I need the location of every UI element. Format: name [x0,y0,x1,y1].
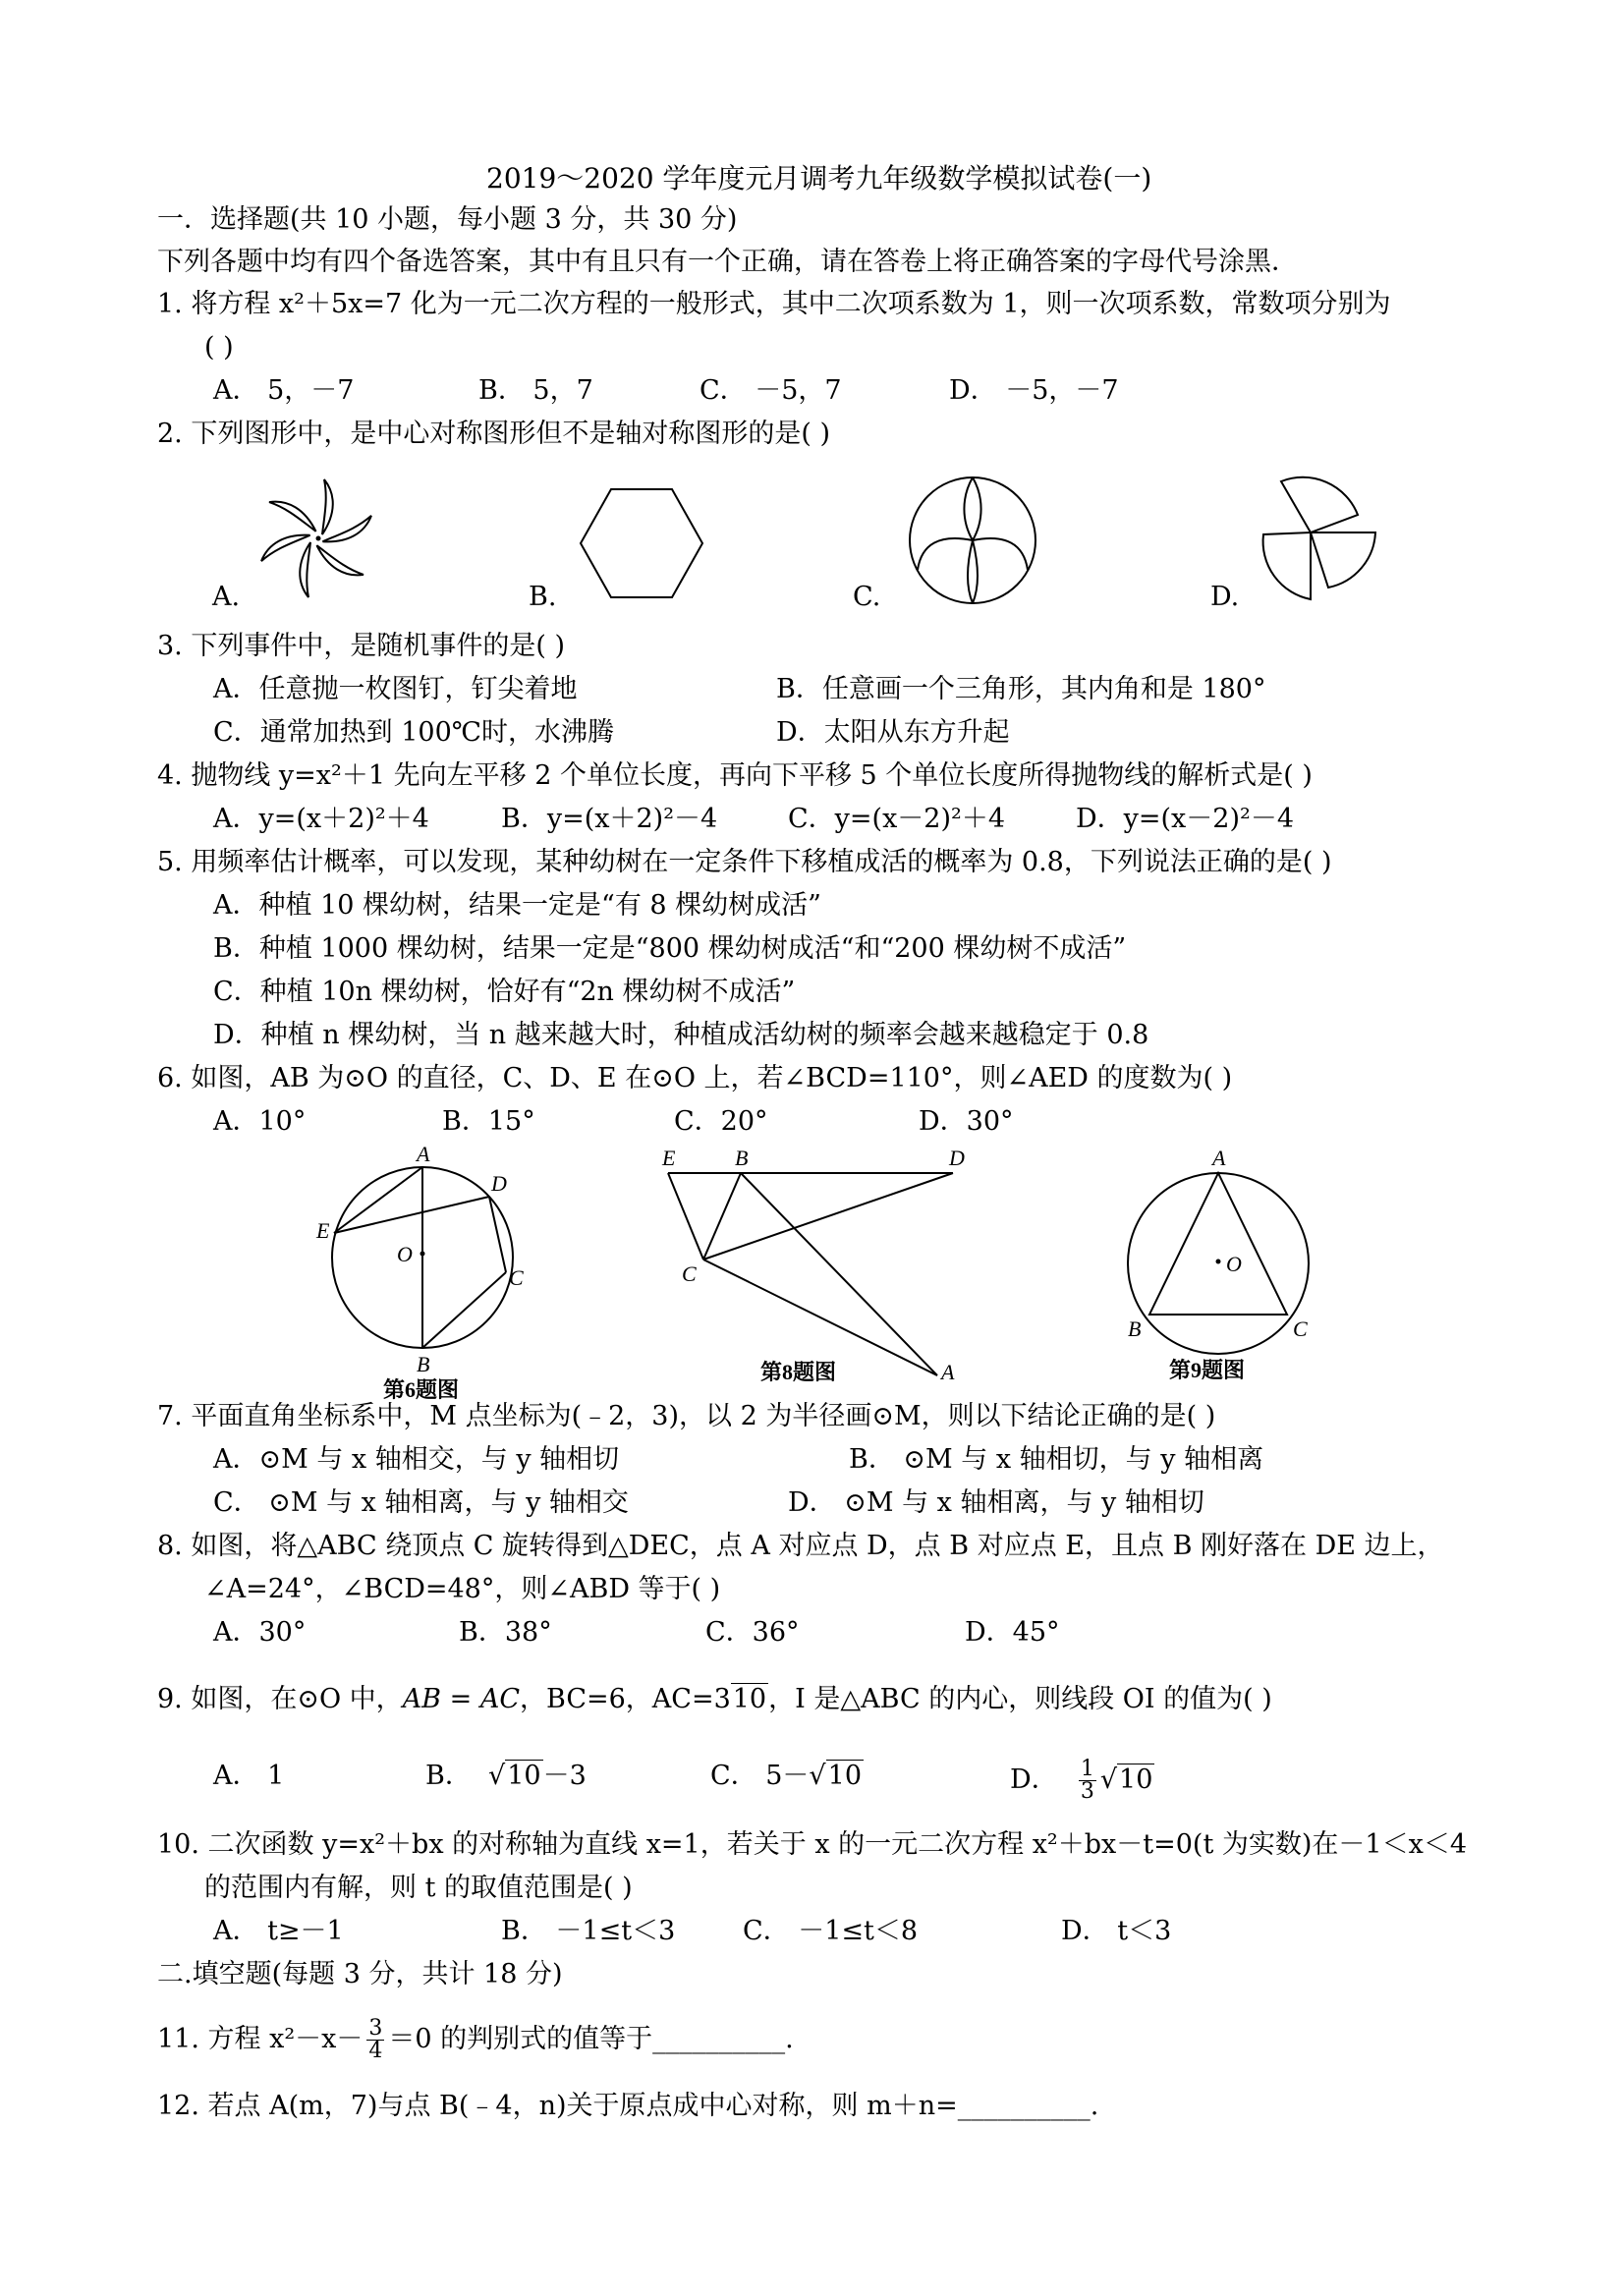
q2-option-d: D. [1210,582,1240,612]
q3-option-c: C．通常加热到 100℃时，水沸腾 [213,717,614,748]
q5-option-d: D．种植 n 棵幼树，当 n 越来越大时，种植成活幼树的频率会越来越稳定于 0.8 [213,1020,1149,1050]
q8-stem: 8. 如图，将△ABC 绕顶点 C 旋转得到△DEC，点 A 对应点 D，点 B 对应点 E，且点 B 刚好落在 DE 边上， [157,1531,1444,1561]
q6-option-b: B．15° [442,1106,535,1137]
fig6-caption: 第6题图 [383,1377,460,1402]
q1-option-c: C． －5，7 [700,375,842,406]
q7-option-c: C． ⊙M 与 x 轴相离，与 y 轴相交 [213,1487,629,1518]
q10-option-b: B． －1≤t＜3 [501,1916,676,1946]
q11-pre: 11. 方程 x²－x－ [157,2024,364,2054]
q9-stem-pre: 9. 如图，在⊙O 中， [157,1684,403,1714]
q12-stem: 12. 若点 A(m，7)与点 B(﹣4，n)关于原点成中心对称，则 m＋n=__________. [157,2091,1099,2121]
q9-option-b: B． √10－3 [425,1761,587,1791]
q7-option-d: D． ⊙M 与 x 轴相离，与 y 轴相切 [788,1487,1204,1518]
q8-option-c: C．36° [705,1617,800,1648]
fig8-label-a: A [941,1360,955,1384]
q4-option-c: C．y=(x－2)²＋4 [788,804,1006,834]
section2-heading: 二.填空题(每题 3 分，共计 18 分) [157,1959,563,1989]
q1-blank: ( ) [204,332,234,363]
q5-option-c: C．种植 10n 棵幼树，恰好有“2n 棵幼树不成活” [213,977,796,1007]
q11-fraction [366,2018,384,2062]
q3-option-b: B．任意画一个三角形，其内角和是 180° [776,674,1266,704]
q8-option-a: A．30° [213,1617,307,1648]
fig8-caption: 第8题图 [760,1360,837,1384]
q10-stem-line2: 的范围内有解，则 t 的取值范围是( ) [204,1873,633,1903]
fig8-label-d: D [949,1146,965,1170]
fig6-label-b: B [417,1352,430,1376]
q5-stem: 5. 用频率估计概率，可以发现，某种幼树在一定条件下移植成活的概率为 0.8，下列说法正确的是( ) [157,847,1332,877]
q11-post: ＝0 的判别式的值等于__________. [388,2024,794,2054]
q5-option-a: A．种植 10 棵幼树，结果一定是“有 8 棵幼树成活” [213,890,821,921]
q9-option-c: C． 5－√10 [710,1761,862,1791]
fig9-label-c: C [1293,1316,1308,1341]
fig8-label-b: B [735,1146,749,1170]
q9-arc-equation: AB = AC [402,1684,520,1714]
q2-figure-d [1259,476,1387,603]
q9-option-b-rest: －3 [542,1761,587,1791]
q11-numerator: 3 [368,2016,383,2041]
q4-stem: 4. 抛物线 y=x²＋1 先向左平移 2 个单位长度，再向下平移 5 个单位长度所得抛物线的解析式是( ) [157,760,1313,791]
q9-option-b-sqrt: 10 [507,1761,541,1791]
q2-option-c: C. [853,582,881,612]
q2-figure-c [904,472,1041,609]
q10-option-c: C． －1≤t＜8 [743,1916,919,1946]
q2-figure-b [578,485,705,603]
q2-stem: 2. 下列图形中，是中心对称图形但不是轴对称图形的是( ) [157,419,830,449]
q7-option-b: B． ⊙M 与 x 轴相切，与 y 轴相离 [849,1444,1264,1475]
q9-option-d-fraction [1079,1759,1096,1803]
fig6-label-d: D [491,1171,507,1196]
q4-option-d: D．y=(x－2)²－4 [1076,804,1294,834]
q8-option-b: B．38° [459,1617,552,1648]
q9-sqrt-value: 10 [732,1684,767,1714]
q8-option-d: D．45° [965,1617,1060,1648]
q9-option-c-label: C． 5－ [710,1761,810,1791]
fig8-label-c: C [682,1261,697,1286]
fig9-label-o: O [1226,1252,1242,1276]
q9-stem [157,1682,1272,1717]
q10-option-d: D． t＜3 [1061,1916,1172,1946]
q1-option-b: B． 5，7 [478,375,593,406]
q6-option-d: D．30° [919,1106,1014,1137]
figure-8 [648,1140,982,1395]
q5-option-b: B．种植 1000 棵幼树，结果一定是“800 棵幼树成活“和“200 棵幼树不成活” [213,933,1127,964]
q1-option-a: A． 5，－7 [213,375,355,406]
q7-stem: 7. 平面直角坐标系中，M 点坐标为(﹣2，3)，以 2 为半径画⊙M，则以下结论正确的是( ) [157,1401,1216,1431]
q2-figure-a [257,472,375,599]
figure-6 [305,1140,550,1405]
q9-option-d-numerator: 1 [1080,1757,1094,1781]
q11-denominator: 4 [368,2039,383,2063]
q9-option-d: D． $\frac{1}{3}$ √10 [1010,1757,1153,1804]
fig8-label-e: E [662,1146,676,1170]
fig9-caption: 第9题图 [1169,1358,1246,1382]
q9-option-d-sqrt: 10 [1119,1764,1153,1795]
q9-option-d-denominator: 3 [1080,1779,1094,1804]
q2-option-a: A. [212,582,241,612]
q1-option-d: D． －5，－7 [949,375,1119,406]
q10-stem: 10. 二次函数 y=x²＋bx 的对称轴为直线 x=1，若关于 x 的一元二次方程 x²＋bx－t=0(t 为实数)在－1＜x＜4 [157,1829,1468,1860]
q2-option-b: B. [529,582,557,612]
page-title: 2019～2020 学年度元月调考九年级数学模拟试卷(一) [486,162,1152,195]
q4-option-b: B．y=(x＋2)²－4 [501,804,718,834]
q7-option-a: A．⊙M 与 x 轴相交，与 y 轴相切 [213,1444,620,1475]
q9-stem-post: ，I 是△ABC 的内心，则线段 OI 的值为( ) [768,1684,1272,1714]
fig9-label-b: B [1128,1316,1142,1341]
q8-stem-line2: ∠A=24°，∠BCD=48°，则∠ABD 等于( ) [204,1574,721,1604]
q11-stem [157,2018,794,2062]
fig6-label-e: E [316,1218,330,1243]
q3-option-a: A．任意抛一枚图钉，钉尖着地 [213,674,578,704]
q9-option-d-label: D． [1010,1764,1058,1795]
q6-stem: 6. 如图，AB 为⊙O 的直径，C、D、E 在⊙O 上，若∠BCD=110°，则∠AED 的度数为( ) [157,1063,1233,1093]
figure-9 [1110,1140,1336,1395]
section1-instruction: 下列各题中均有四个备选答案，其中有且只有一个正确，请在答卷上将正确答案的字母代号涂黑． [157,247,1298,277]
q9-option-a: A． 1 [213,1761,285,1791]
fig6-label-c: C [509,1265,524,1290]
q9-stem-mid: ，BC=6，AC=3 [519,1684,731,1714]
q3-stem: 3. 下列事件中，是随机事件的是( ) [157,631,565,661]
q6-option-a: A．10° [213,1106,307,1137]
fig9-label-a: A [1212,1146,1226,1170]
q9-option-b-label: B． [425,1761,472,1791]
fig6-label-a: A [417,1142,430,1166]
q4-option-a: A．y=(x＋2)²＋4 [213,804,429,834]
q3-option-d: D．太阳从东方升起 [776,717,1010,748]
q10-option-a: A． t≥－1 [213,1916,344,1946]
fig6-label-o: O [397,1242,413,1266]
q6-option-c: C．20° [674,1106,768,1137]
section1-heading: 一．选择题(共 10 小题，每小题 3 分，共 30 分) [157,204,738,235]
q1-stem: 1. 将方程 x²＋5x=7 化为一元二次方程的一般形式，其中二次项系数为 1，则一次项系数，常数项分别为 [157,289,1391,319]
q9-option-c-sqrt: 10 [827,1761,862,1791]
